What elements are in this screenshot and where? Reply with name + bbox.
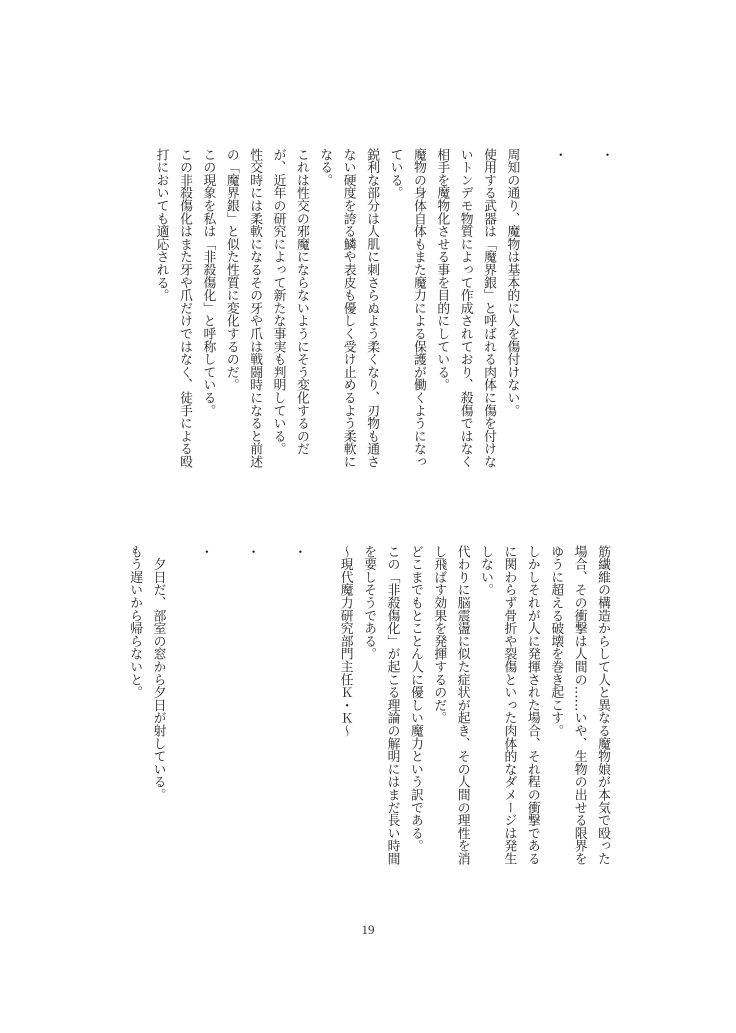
text-line: 相手を魔物化させる事を目的にしている。 [434, 148, 450, 392]
section-dot: ・ [244, 545, 260, 558]
text-line: ゆうに超える破壊を巻き起こす。 [548, 545, 564, 737]
blank-line [310, 545, 333, 890]
blank-line [263, 545, 286, 890]
bottom-text-block [123, 545, 614, 890]
blank-line [523, 148, 546, 493]
section-dot: ・ [290, 545, 306, 558]
section-dot: ・ [551, 148, 567, 161]
text-line: 筋繊維の構造からして人と異なる魔物娘が本気で殴った [595, 545, 610, 865]
text-line: ない硬度を誇る鱗や表皮も優しく受け止めるよう柔軟に [340, 148, 356, 468]
top-text-block [149, 148, 617, 493]
text-line: いトンデモ物質によって作成されており、殺傷ではなく [457, 148, 473, 468]
text-line: どこまでもとことん人に優しい魔力という訳である。 [407, 545, 423, 853]
text-line: 性交時には柔軟になるその牙や爪は戦闘時になると前述 [247, 148, 263, 468]
section-dot: ・ [197, 545, 213, 558]
text-line: し飛ばす効果を発揮するのだ。 [431, 545, 447, 725]
text-line: 場合、その衝撃は人間の……いや、生物の出せる限界を [571, 545, 587, 865]
section-dot: ・ [598, 148, 613, 161]
text-line: が、近年の研究によって新たな事実も判明している。 [270, 148, 286, 456]
blank-line [216, 545, 239, 890]
text-line: 魔物の身体自体もまた魔力による保護が働くようになっ [410, 148, 426, 468]
text-line: 周知の通り、魔物は基本的に人を傷付けない。 [504, 148, 520, 417]
text-line: なる。 [317, 148, 333, 187]
text-line: 使用する武器は「魔界銀」と呼ばれる肉体に傷を付けな [481, 148, 497, 468]
text-line: この「非殺傷化」が起こる理論の解明にはまだ長い時間 [384, 545, 400, 865]
text-line: しない。 [478, 545, 494, 597]
text-line: の「魔界銀」と似た性質に変化するのだ。 [223, 148, 239, 392]
text-line: この現象を私は「非殺傷化」と呼称している。 [200, 148, 216, 417]
text-line: 〜現代魔力研究部門主任Ｋ・Ｋ〜 [337, 545, 353, 737]
text-line: 夕日だ、部室の窓から夕日が射している。 [150, 545, 166, 801]
text-line: この非殺傷化はまた牙や爪だけではなく、徒手による殴 [176, 148, 192, 468]
text-line: もう遅いから帰らないと。 [127, 545, 143, 699]
text-line: 打においても適応される。 [153, 148, 169, 302]
text-line: これは性交の邪魔にならないようにそう変化するのだ [293, 148, 309, 456]
text-line: 代わりに脳震盪に似た症状が起き、その人間の理性を消 [454, 545, 470, 865]
blank-line [570, 148, 593, 493]
text-line: しかしそれが人に発揮された場合、それ程の衝撃である [524, 545, 540, 865]
blank-line [170, 545, 193, 890]
text-line: 鋭利な部分は人肌に刺さらぬよう柔くなり、刃物も通さ [364, 148, 380, 468]
text-line: に関わらず骨折や裂傷といった肉体的なダメージは発生 [501, 545, 517, 865]
page-number: 19 [361, 922, 375, 937]
text-line: を要しそうである。 [361, 545, 377, 661]
text-line: ている。 [387, 148, 403, 200]
